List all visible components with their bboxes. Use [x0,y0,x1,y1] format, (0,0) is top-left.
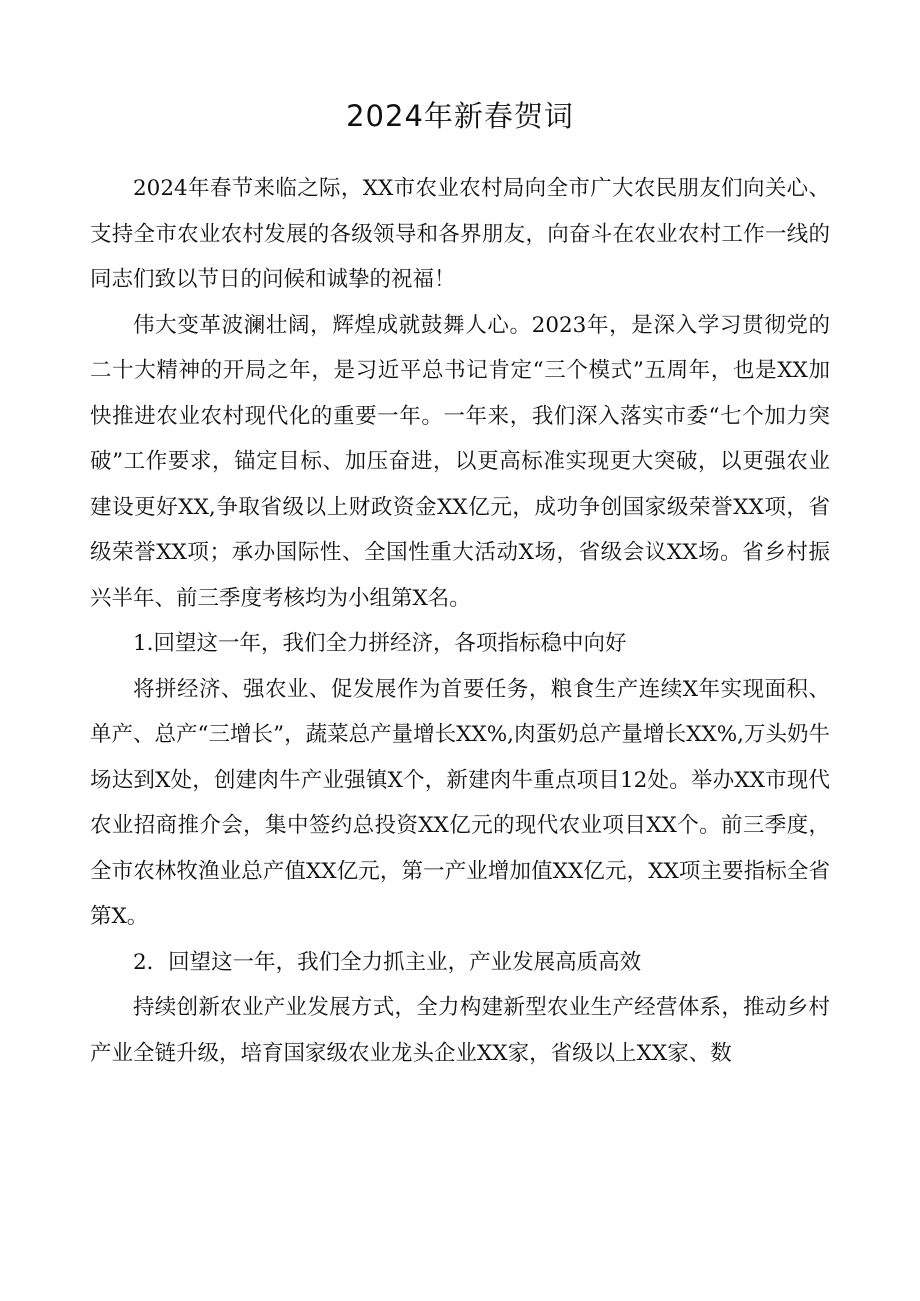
section-heading-industry: 2．回望这一年，我们全力抓主业，产业发展高质高效 [133,949,642,975]
document-title: 2024年新春贺词 [346,99,574,133]
paragraph-industry: 持续创新农业产业发展方式，全力构建新型农业生产经营体系，推动乡村产业全链升级，培育国家级农业龙头企业XX家，省级以上XX家、数 [90,995,830,1066]
paragraph-economy: 将拼经济、强农业、促发展作为首要任务，粮食生产连续X年实现面积、单产、总产“三增长”，蔬菜总产量增长XX%,肉蛋奶总产量增长XX%,万头奶牛场达到X处，创建肉牛产业强镇X个，新建肉牛重点项目12处。举办XX市现代农业招商推介会，集中签约总投资XX亿元的现代农业项目XX个。前三季度，全市农林牧渔业总产值XX亿元，第一产业增加值XX亿元，XX项主要指标全省第X。 [90,676,830,929]
paragraph-achievements: 伟大变革波澜壮阔，辉煌成就鼓舞人心。2023年，是深入学习贯彻党的二十大精神的开局之年，是习近平总书记肯定“三个模式”五周年，也是XX加快推进农业农村现代化的重要一年。一年来，我们深入落实市委“七个加力突破”工作要求，锚定目标、加压奋进，以更高标准实现更大突破，以更强农业建设更好XX,争取省级以上财政资金XX亿元，成功争创国家级荣誉XX项，省级荣誉XX项；承办国际性、全国性重大活动X场，省级会议XX场。省乡村振兴半年、前三季度考核均为小组第X名。 [90,312,830,611]
paragraph-greeting: 2024年春节来临之际，XX市农业农村局向全市广大农民朋友们向关心、支持全市农业农村发展的各级领导和各界朋友，向奋斗在农业农村工作一线的同志们致以节日的问候和诚挚的祝福！ [90,176,830,292]
section-heading-economy: 1.回望这一年，我们全力拼经济，各项指标稳中向好 [133,631,627,656]
document-body [90,166,830,1076]
